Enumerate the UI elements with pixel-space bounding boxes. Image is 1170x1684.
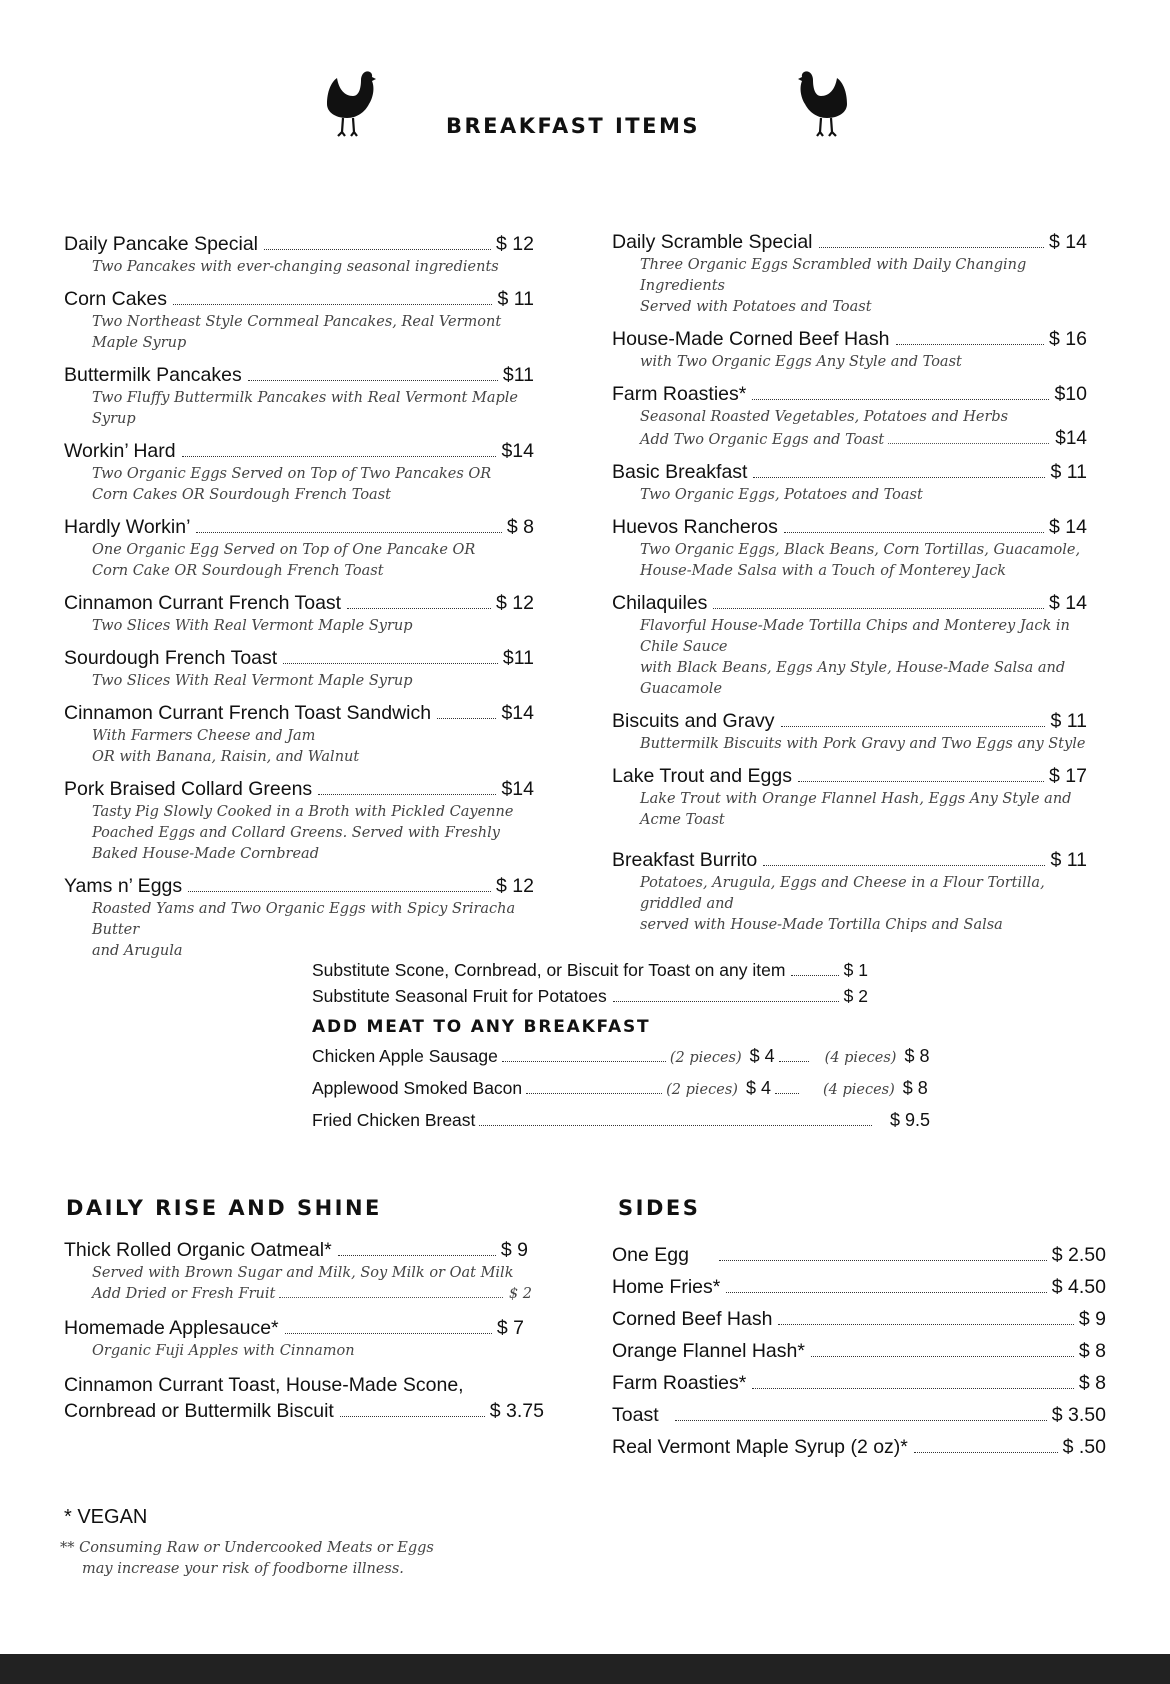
side-row: One Egg $ 2.50 [612, 1244, 1106, 1266]
meat-row: Chicken Apple Sausage (2 pieces) $ 4 (4 pieces) $ 8 [312, 1046, 930, 1066]
sides-section [612, 1239, 1106, 1463]
menu-item: Buttermilk Pancakes $11 Two Fluffy Buttermilk Pancakes with Real Vermont Maple Syrup [64, 364, 534, 427]
menu-item: Homemade Applesauce* $ 7 Organic Fuji Apples with Cinnamon [64, 1317, 524, 1359]
side-row: Home Fries* $ 4.50 [612, 1276, 1106, 1298]
rise-heading: DAILY RISE AND SHINE [66, 1196, 382, 1220]
rise-section [64, 1237, 544, 1434]
menu-item: Chilaquiles $ 14 Flavorful House-Made Tortilla Chips and Monterey Jack in Chile Sauce with Black Beans, Eggs Any Style, House-Made Salsa and Guacamole [612, 592, 1087, 697]
food-warning: ** Consuming Raw or Undercooked Meats or Eggs may increase your risk of foodborne illness. [60, 1540, 434, 1577]
menu-item: Cinnamon Currant French Toast $ 12 Two Slices With Real Vermont Maple Syrup [64, 592, 534, 634]
substitution-row: Substitute Scone, Cornbread, or Biscuit for Toast on any item $ 1 [312, 960, 868, 980]
menu-item: Workin’ Hard $14 Two Organic Eggs Served on Top of Two Pancakes OR Corn Cakes OR Sourdough French Toast [64, 440, 534, 503]
menu-item: Cinnamon Currant French Toast Sandwich $14 With Farmers Cheese and Jam OR with Banana, Raisin, and Walnut [64, 702, 534, 765]
menu-item: House-Made Corned Beef Hash $ 16 with Two Organic Eggs Any Style and Toast [612, 328, 1087, 370]
menu-item: Lake Trout and Eggs $ 17 Lake Trout with Orange Flannel Hash, Eggs Any Style and Acme Toast [612, 765, 1087, 828]
side-row: Toast $ 3.50 [612, 1404, 1106, 1426]
page-title: BREAKFAST ITEMS [445, 114, 700, 138]
menu-item: Pork Braised Collard Greens $14 Tasty Pig Slowly Cooked in a Broth with Pickled Cayenne Poached Eggs and Collard Greens. Served with Freshly Baked House-Made Cornbread [64, 778, 534, 862]
vegan-note: * VEGAN [64, 1506, 148, 1528]
menu-item: Farm Roasties* $10 Seasonal Roasted Vegetables, Potatoes and Herbs Add Two Organic Eggs and Toast $14 [612, 383, 1087, 449]
menu-item: Yams n’ Eggs $ 12 Roasted Yams and Two Organic Eggs with Spicy Sriracha Butter and Arugula [64, 875, 534, 959]
menu-item: Breakfast Burrito $ 11 Potatoes, Arugula, Eggs and Cheese in a Flour Tortilla, griddled and served with House-Made Tortilla Chips and Salsa [612, 849, 1087, 933]
menu-item: Corn Cakes $ 11 Two Northeast Style Cornmeal Pancakes, Real Vermont Maple Syrup [64, 288, 534, 351]
side-row: Farm Roasties* $ 8 [612, 1372, 1106, 1394]
menu-item: Sourdough French Toast $11 Two Slices With Real Vermont Maple Syrup [64, 647, 534, 689]
menu-item: Biscuits and Gravy $ 11 Buttermilk Biscuits with Pork Gravy and Two Eggs any Style [612, 710, 1087, 752]
footer-bar [0, 1654, 1170, 1684]
menu-item: Huevos Rancheros $ 14 Two Organic Eggs, Black Beans, Corn Tortillas, Guacamole, House-Made Salsa with a Touch of Monterey Jack [612, 516, 1087, 579]
side-row: Orange Flannel Hash* $ 8 [612, 1340, 1106, 1362]
substitution-row: Substitute Seasonal Fruit for Potatoes $ 2 [312, 986, 868, 1006]
meat-row: Applewood Smoked Bacon (2 pieces) $ 4 (4 pieces) $ 8 [312, 1078, 928, 1098]
sides-heading: SIDES [618, 1196, 701, 1220]
meat-heading: ADD MEAT TO ANY BREAKFAST [312, 1017, 651, 1037]
breakfast-left-column [64, 231, 534, 970]
menu-item: Basic Breakfast $ 11 Two Organic Eggs, Potatoes and Toast [612, 461, 1087, 503]
menu-item: Cinnamon Currant Toast, House-Made Scone, Cornbread or Buttermilk Biscuit $ 3.75 [64, 1374, 544, 1422]
meat-row: Fried Chicken Breast $ 9.5 [312, 1110, 930, 1130]
side-row: Corned Beef Hash $ 9 [612, 1308, 1106, 1330]
side-row: Real Vermont Maple Syrup (2 oz)* $ .50 [612, 1436, 1106, 1458]
menu-item: Hardly Workin’ $ 8 One Organic Egg Served on Top of One Pancake OR Corn Cake OR Sourdough French Toast [64, 516, 534, 579]
menu-item: Thick Rolled Organic Oatmeal* $ 9 Served with Brown Sugar and Milk, Soy Milk or Oat Milk Add Dried or Fresh Fruit $ 2 [64, 1239, 532, 1302]
extras-section [312, 957, 932, 1135]
menu-item: Daily Scramble Special $ 14 Three Organic Eggs Scrambled with Daily Changing Ingredients Served with Potatoes and Toast [612, 231, 1087, 315]
breakfast-right-column [612, 229, 1087, 944]
menu-item: Daily Pancake Special $ 12 Two Pancakes with ever-changing seasonal ingredients [64, 233, 534, 275]
